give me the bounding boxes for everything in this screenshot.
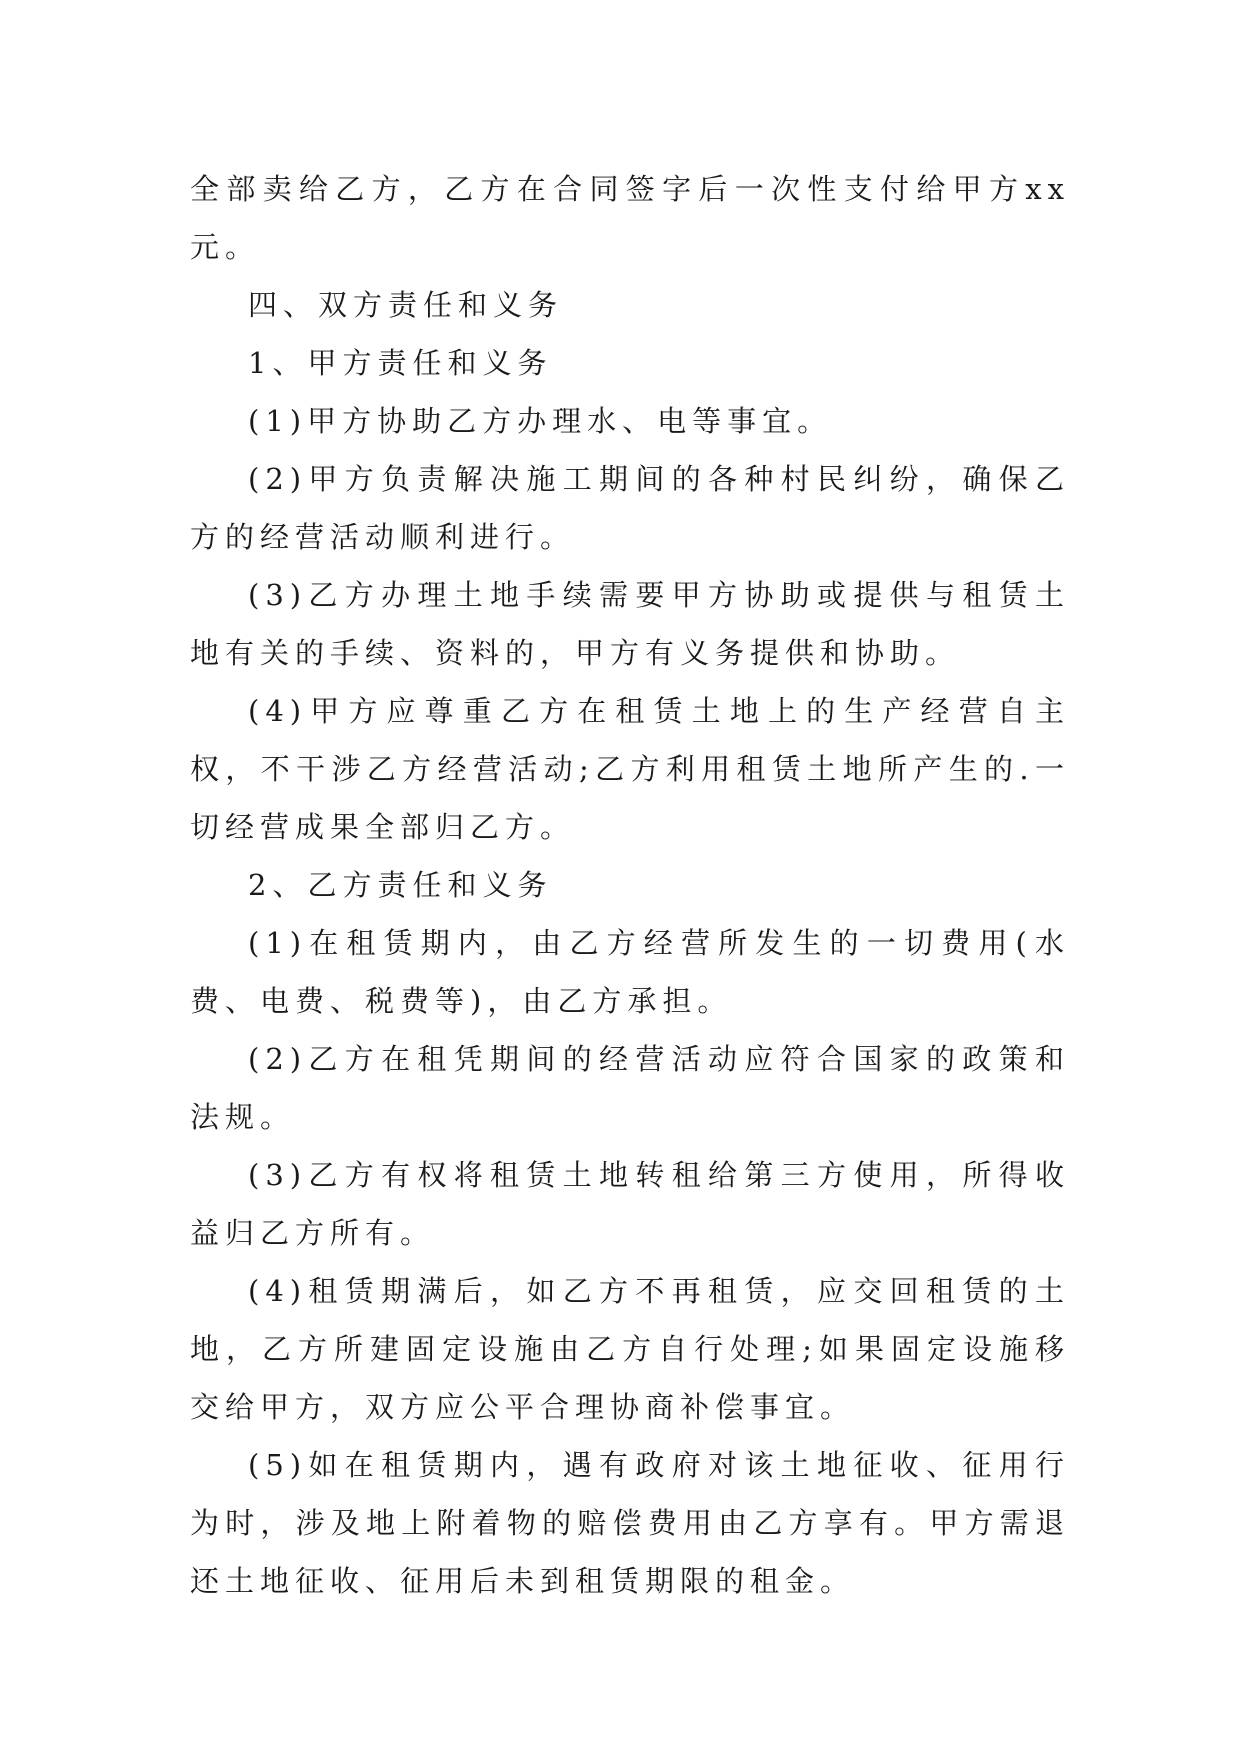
paragraph-a-1: (1)甲方协助乙方办理水、电等事宜。 [248, 404, 833, 438]
paragraph-continuation: 全部卖给乙方，乙方在合同签字后一次性支付给甲方xx元。 [190, 172, 1070, 264]
paragraph-a-2: (2)甲方负责解决施工期间的各种村民纠纷，确保乙方的经营活动顺利进行。 [190, 462, 1070, 554]
paragraph-b-5: (5)如在租赁期内，遇有政府对该土地征收、征用行为时，涉及地上附着物的赔偿费用由乙方享有。甲方需退还土地征收、征用后未到租赁期限的租金。 [190, 1448, 1070, 1598]
paragraph-a-4: (4)甲方应尊重乙方在租赁土地上的生产经营自主权，不干涉乙方经营活动;乙方利用租赁土地所产生的.一切经营成果全部归乙方。 [190, 694, 1070, 844]
paragraph-a-3: (3)乙方办理土地手续需要甲方协助或提供与租赁土地有关的手续、资料的，甲方有义务提供和协助。 [190, 578, 1070, 670]
subsection-heading-party-b: 2、乙方责任和义务 [248, 868, 553, 902]
paragraph-b-1: (1)在租赁期内，由乙方经营所发生的一切费用(水费、电费、税费等)，由乙方承担。 [190, 926, 1070, 1018]
paragraph-b-2: (2)乙方在租凭期间的经营活动应符合国家的政策和法规。 [190, 1042, 1070, 1134]
section-heading-duties: 四、双方责任和义务 [248, 288, 564, 322]
paragraph-b-4: (4)租赁期满后，如乙方不再租赁，应交回租赁的土地，乙方所建固定设施由乙方自行处理;如果固定设施移交给甲方，双方应公平合理协商补偿事宜。 [190, 1274, 1070, 1424]
subsection-heading-party-a: 1、甲方责任和义务 [248, 346, 553, 380]
paragraph-b-3: (3)乙方有权将租赁土地转租给第三方使用，所得收益归乙方所有。 [190, 1158, 1070, 1250]
document-body [190, 160, 1070, 1610]
